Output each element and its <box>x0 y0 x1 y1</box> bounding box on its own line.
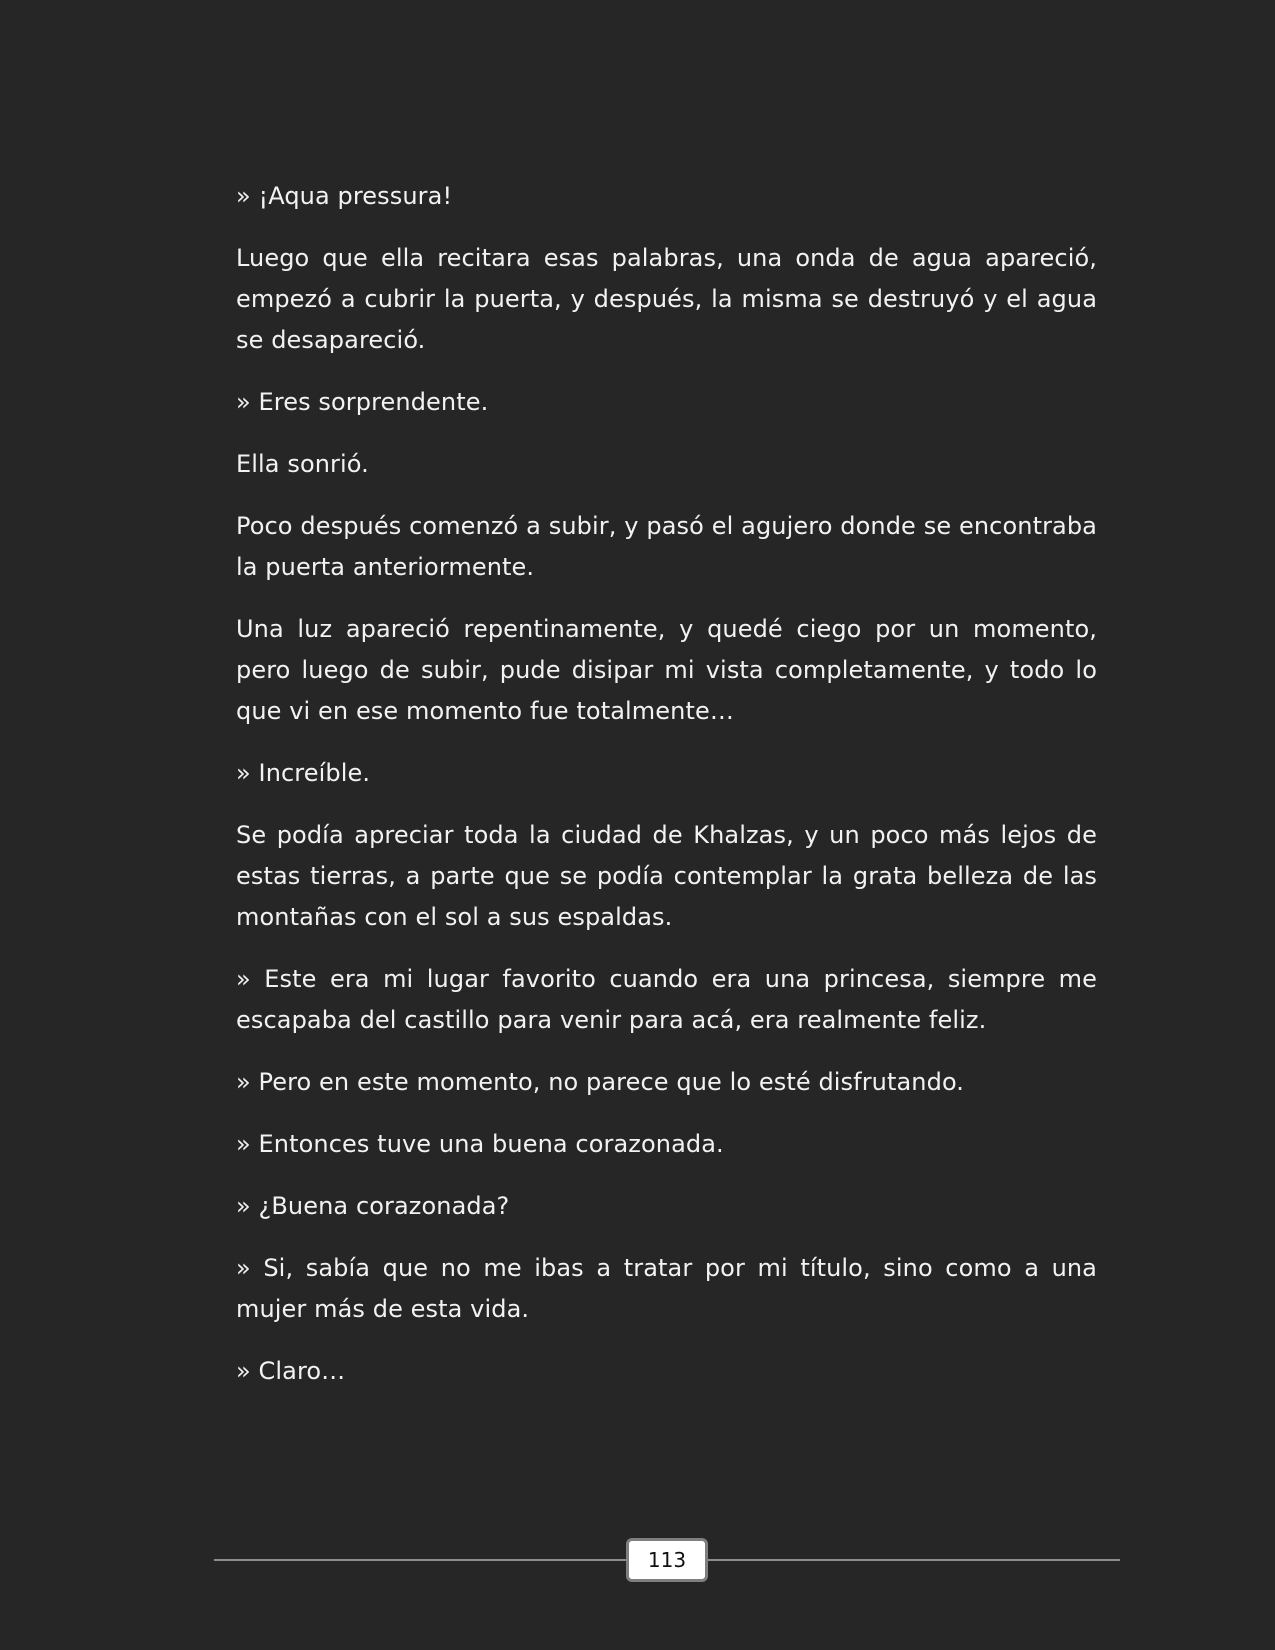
paragraph-10: » Pero en este momento, no parece que lo esté disfrutando. <box>236 1068 965 1096</box>
page-number: 113 <box>647 1548 687 1572</box>
footer-rule-right <box>708 1559 1120 1561</box>
paragraph-1: » ¡Aqua pressura! <box>236 182 453 210</box>
footer-rule-left <box>214 1559 626 1561</box>
paragraph-4: Ella sonrió. <box>236 450 369 478</box>
paragraph-5: Poco después comenzó a subir, y pasó el agujero donde se encontraba la puerta anteriormente. <box>236 512 1097 581</box>
paragraph-9: » Este era mi lugar favorito cuando era una princesa, siempre me escapaba del castillo para venir para acá, era realmente feliz. <box>236 965 1097 1034</box>
page-footer <box>214 1538 1120 1582</box>
paragraph-11: » Entonces tuve una buena corazonada. <box>236 1130 724 1158</box>
paragraph-13: » Si, sabía que no me ibas a tratar por mi título, sino como a una mujer más de esta vida. <box>236 1254 1097 1323</box>
paragraph-7: » Increíble. <box>236 759 371 787</box>
paragraph-14: » Claro… <box>236 1357 346 1385</box>
paragraph-2: Luego que ella recitara esas palabras, una onda de agua apareció, empezó a cubrir la puerta, y después, la misma se destruyó y el agua se desapareció. <box>236 244 1097 354</box>
paragraph-3: » Eres sorprendente. <box>236 388 489 416</box>
page-body <box>236 176 1097 1413</box>
paragraph-12: » ¿Buena corazonada? <box>236 1192 510 1220</box>
paragraph-6: Una luz apareció repentinamente, y quedé ciego por un momento, pero luego de subir, pude disipar mi vista completamente, y todo lo que vi en ese momento fue totalmente… <box>236 615 1097 725</box>
paragraph-8: Se podía apreciar toda la ciudad de Khalzas, y un poco más lejos de estas tierras, a parte que se podía contemplar la grata belleza de las montañas con el sol a sus espaldas. <box>236 821 1097 931</box>
page-number-badge <box>626 1538 708 1582</box>
